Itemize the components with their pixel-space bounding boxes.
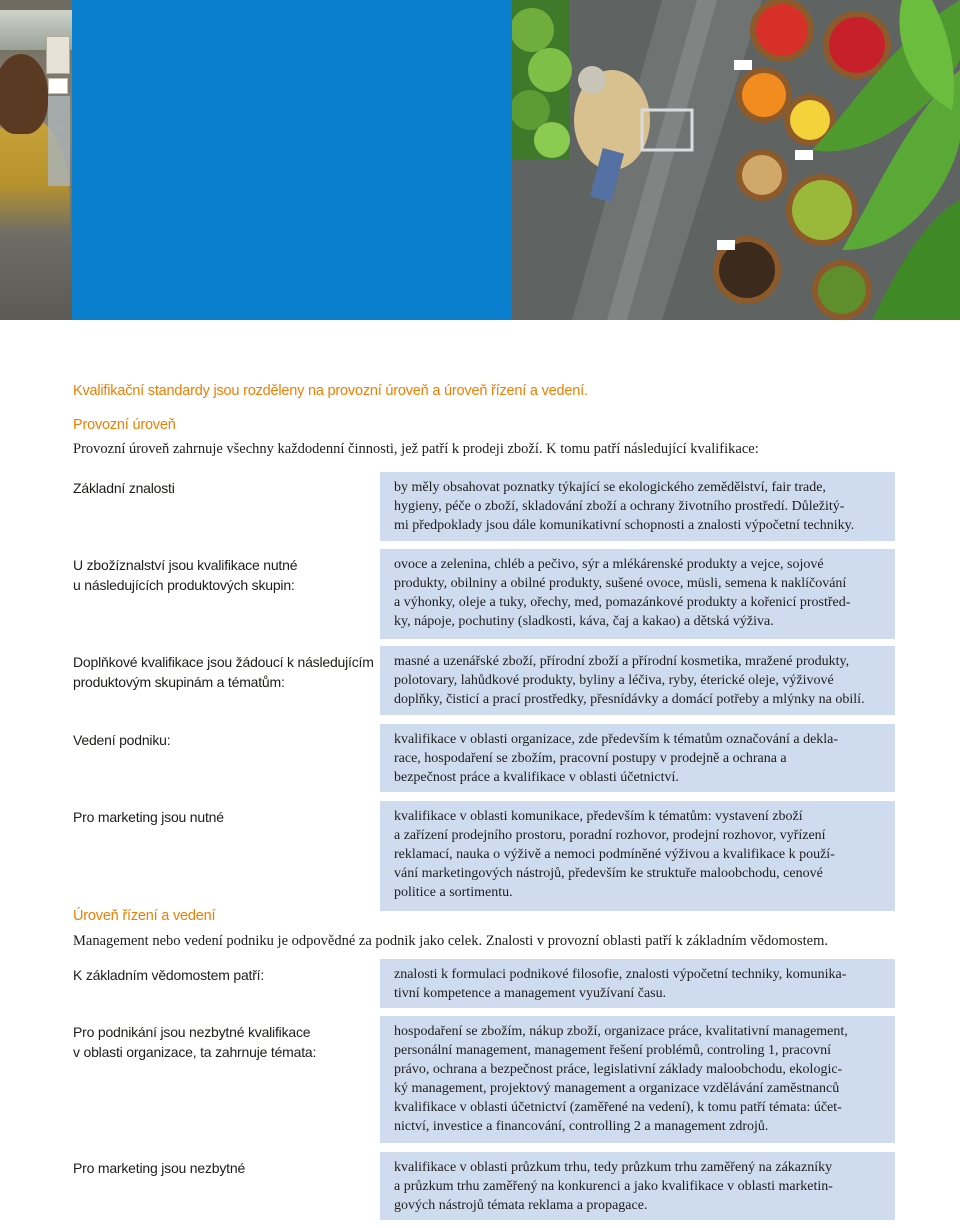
- row-text-line: vání marketingových nástrojů, především ke struktuře maloobchodu, cenové: [394, 866, 823, 881]
- photo-price-tag: [48, 78, 68, 94]
- row-box-marketing-required: [380, 801, 895, 911]
- photo-lettuce: [534, 122, 570, 158]
- photo-oranges: [742, 73, 786, 117]
- row-text-line: a průzkum trhu zaměřený na konkurenci a jako kvalifikace v oblasti marketin-: [394, 1179, 833, 1194]
- row-box-core-knowledge: [380, 959, 895, 1008]
- row-box-organization: [380, 1016, 895, 1143]
- row-text-line: personální management, management řešení problémů, controling 1, pracovní: [394, 1043, 831, 1058]
- row-text-line: politice a sortimentu.: [394, 885, 513, 900]
- photo-market-illustration: [512, 0, 960, 320]
- row-label-business-management: Vedení podniku:: [73, 732, 171, 748]
- row-text-line: bezpečnost práce a kvalifikace v oblasti účetnictví.: [394, 770, 679, 785]
- row-box-product-knowledge: [380, 549, 895, 639]
- row-text-line: gových nástrojů témata reklama a propagace.: [394, 1198, 648, 1213]
- row-box-supplementary: [380, 646, 895, 715]
- row-text-line: doplňky, čisticí a prací prostředky, přesnídávky a domácí potřeby a mlýnky na obilí.: [394, 692, 865, 707]
- row-text-line: nictví, investice a financování, controlling 2 a management zdrojů.: [394, 1119, 769, 1134]
- row-text-line: kvalifikace v oblasti průzkum trhu, tedy průzkum trhu zaměřený na zákazníky: [394, 1160, 833, 1175]
- photo-bananas: [790, 100, 830, 140]
- photo-green-bananas: [792, 180, 852, 240]
- row-text-line: znalosti k formulaci podnikové filosofie, znalosti výpočetní techniky, komunika-: [394, 967, 847, 982]
- row-text-line: tivní kompetence a management využívaní času.: [394, 986, 667, 1001]
- row-text-line: ký management, projektový management a organizace vzdělávání zaměstnanců: [394, 1081, 840, 1096]
- row-text-line: reklamací, nauka o výživě a nemoci podmíněné výživou a kvalifikace k použí-: [394, 847, 835, 862]
- row-text-line: ovoce a zelenina, chléb a pečivo, sýr a mlékárenské produkty a vejce, sojové: [394, 557, 824, 572]
- photo-price-tag: [717, 240, 735, 250]
- row-label-supplementary: Doplňkové kvalifikace jsou žádoucí k následujícím produktovým skupinám a tématům:: [73, 654, 374, 690]
- row-label-marketing-required: Pro marketing jsou nutné: [73, 809, 224, 825]
- photo-produce-green: [818, 266, 866, 314]
- section-title-management: Úroveň řízení a vedení: [73, 908, 216, 924]
- photo-store-sign: [46, 36, 70, 74]
- row-text-line: by měly obsahovat poznatky týkající se ekologického zemědělství, fair trade,: [394, 480, 826, 495]
- photo-apples: [756, 4, 808, 56]
- row-text-line: produkty, obilniny a obilné produkty, sušené ovoce, müsli, semena k naklíčování: [394, 576, 847, 591]
- photo-ginger: [742, 155, 782, 195]
- section-title-operational: Provozní úroveň: [73, 417, 176, 433]
- row-text-line: race, hospodaření se zbožím, pracovní postupy v prodejně a ochrana a: [394, 751, 787, 766]
- row-text-line: kvalifikace v oblasti komunikace, především k tématům: vystavení zboží: [394, 809, 803, 824]
- row-text-line: ky, nápoje, pochutiny (sladkosti, káva, čaj a kakao) a dětská výživa.: [394, 614, 774, 629]
- row-text-line: hospodaření se zbožím, nákup zboží, organizace práce, kvalitativní management,: [394, 1024, 848, 1039]
- row-label-marketing-essential: Pro marketing jsou nezbytné: [73, 1160, 246, 1176]
- section-description-management: Management nebo vedení podniku je odpovědné za podnik jako celek. Znalosti v provozní oblasti patří k základním vědomostem.: [73, 933, 829, 949]
- row-text-line: kvalifikace v oblasti účetnictví (zaměřené na vedení), k tomu patří témata: účet-: [394, 1100, 842, 1115]
- photo-shopper-in-store: [0, 0, 72, 320]
- row-text-line: a zařízení prodejního prostoru, poradní rozhovor, prodejní rozhovor, vyřízení: [394, 828, 826, 843]
- row-text-line: polotovary, lahůdkové produkty, byliny a léčiva, ryby, éterické oleje, výživové: [394, 673, 834, 688]
- photo-tomatoes: [829, 17, 885, 73]
- row-label-basic-knowledge: Základní znalosti: [73, 480, 175, 496]
- row-box-marketing-essential: [380, 1152, 895, 1220]
- row-box-business-management: [380, 724, 895, 792]
- photo-shopper-head: [578, 66, 606, 94]
- row-label-core-knowledge: K základním vědomostem patří:: [73, 967, 265, 983]
- photo-lettuce: [512, 8, 554, 52]
- photo-price-tag: [734, 60, 752, 70]
- row-text-line: a výhonky, oleje a tuky, ořechy, med, pomazánkové produkty a kořenicí prostřed-: [394, 595, 851, 610]
- photo-shopper-hair: [0, 54, 48, 134]
- header-blue-panel: [72, 0, 512, 320]
- row-text-line: masné a uzenářské zboží, přírodní zboží a přírodní kosmetika, mražené produkty,: [394, 654, 850, 669]
- intro-heading: Kvalifikační standardy jsou rozděleny na provozní úroveň a úroveň řízení a vedení.: [73, 383, 588, 399]
- photo-produce-dark: [719, 242, 775, 298]
- section-description-operational: Provozní úroveň zahrnuje všechny každodenní činnosti, jež patří k prodeji zboží. K tomu patří následující kvalifikace:: [73, 441, 759, 457]
- row-text-line: kvalifikace v oblasti organizace, zde především k tématům označování a dekla-: [394, 732, 839, 747]
- row-text-line: právo, ochrana a bezpečnost práce, legislativní základy maloobchodu, ekologic-: [394, 1062, 843, 1077]
- row-label-organization: Pro podnikání jsou nezbytné kvalifikace v oblasti organizace, ta zahrnuje témata:: [73, 1024, 317, 1060]
- row-text-line: mi předpoklady jsou dále komunikativní schopnosti a znalosti výpočetní techniky.: [394, 518, 855, 533]
- row-label-product-knowledge: U zbožíznalství jsou kvalifikace nutné u následujících produktových skupin:: [73, 557, 298, 593]
- photo-lettuce: [528, 48, 572, 92]
- photo-market-overhead: [512, 0, 960, 320]
- row-box-basic-knowledge: [380, 472, 895, 541]
- photo-shopping-cart: [48, 96, 70, 186]
- row-text-line: hygieny, péče o zboží, skladování zboží a ochrany životního prostředí. Důležitý-: [394, 499, 845, 514]
- header-photo-band: [0, 0, 960, 320]
- photo-price-tag: [795, 150, 813, 160]
